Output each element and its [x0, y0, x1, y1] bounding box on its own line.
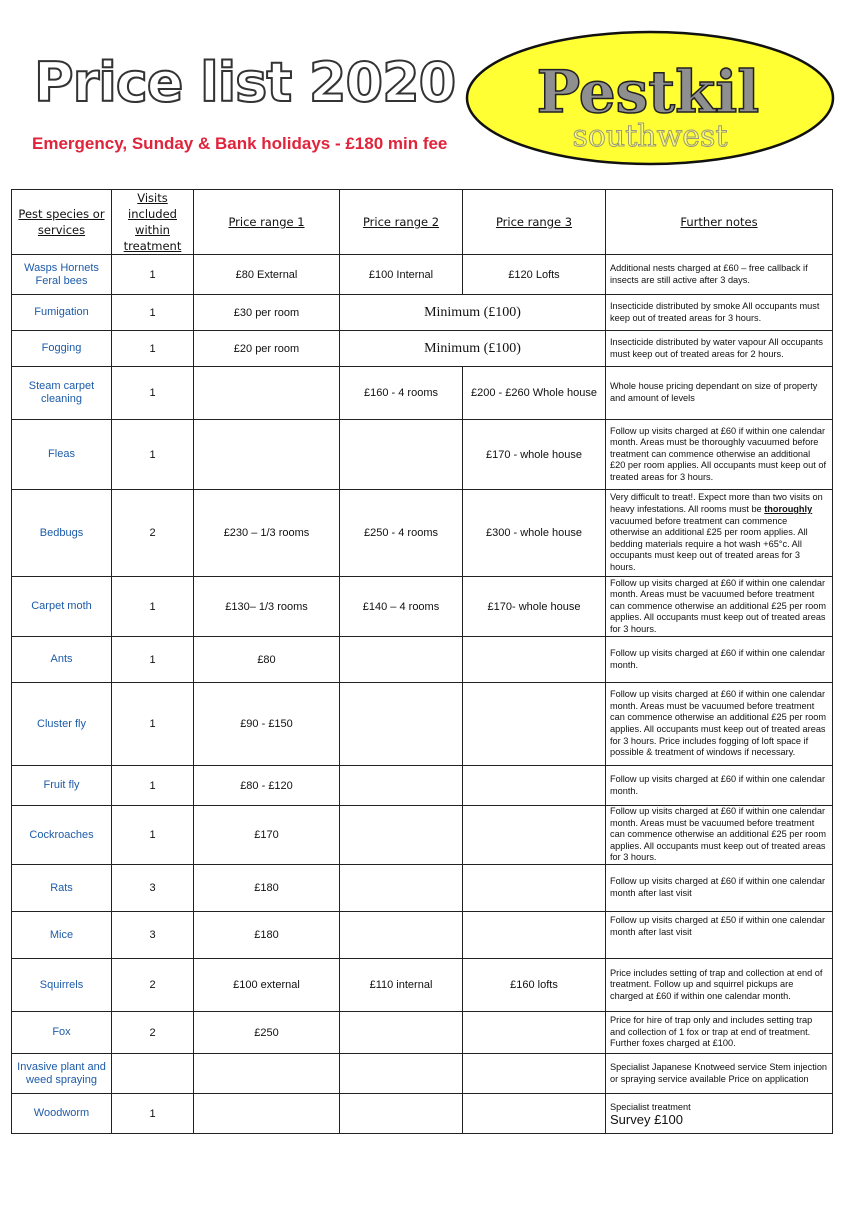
row-price3: [463, 1012, 606, 1054]
row-pest: Fox: [12, 1012, 112, 1054]
row-visits: 1: [112, 766, 194, 806]
row-visits: 1: [112, 255, 194, 295]
row-price2: [340, 766, 463, 806]
row-notes: Price for hire of trap only and includes setting trap and collection of 1 fox or trap at end of treatment. Further foxes charged at £100.: [606, 1012, 833, 1054]
row-price3: £120 Lofts: [463, 255, 606, 295]
row-price2: [340, 912, 463, 959]
row-price1: [194, 367, 340, 420]
table-row: [12, 1012, 833, 1054]
pestkil-logo: [465, 30, 835, 166]
row-price1: £100 external: [194, 959, 340, 1012]
row-notes: [606, 1094, 833, 1134]
table-row: [12, 577, 833, 637]
table-row: [12, 331, 833, 367]
row-price3: £170 - whole house: [463, 420, 606, 490]
price-table: [11, 189, 833, 1134]
header-visits: Visits included within treatment: [112, 190, 194, 255]
row-price1: [194, 1054, 340, 1094]
row-notes: Price includes setting of trap and collection at end of treatment. Follow up and squirrel pickups are charged at £60 if within one calendar month.: [606, 959, 833, 1012]
table-row: [12, 420, 833, 490]
row-pest: Cluster fly: [12, 683, 112, 766]
row-price3: [463, 806, 606, 865]
row-notes: Follow up visits charged at £60 if within one calendar month after last visit: [606, 865, 833, 912]
row-visits: 1: [112, 577, 194, 637]
row-price1: £80: [194, 637, 340, 683]
row-price1: [194, 1094, 340, 1134]
notes-part: vacuumed before treatment can commence otherwise an additional £25 per room applies. All bedding materials require a hot wash +65°c. All occupants must keep out of treated areas for 3 hours.: [610, 515, 808, 572]
row-pest: Carpet moth: [12, 577, 112, 637]
row-price2: [340, 637, 463, 683]
table-row: [12, 295, 833, 331]
row-price1: £230 – 1/3 rooms: [194, 490, 340, 577]
logo-tagline: southwest: [572, 119, 728, 154]
row-notes: Insecticide distributed by water vapour All occupants must keep out of treated areas for 2 hours.: [606, 331, 833, 367]
row-price3: [463, 766, 606, 806]
row-pest: Ants: [12, 637, 112, 683]
header-row: [12, 190, 833, 255]
table-row: [12, 959, 833, 1012]
row-notes: Follow up visits charged at £60 if within one calendar month. Areas must be vacuumed before treatment can commence otherwise an additional £25 per room applies. All occupants must keep out of treated areas for 3 hours.: [606, 806, 833, 865]
row-price1: £20 per room: [194, 331, 340, 367]
notes-emphasis: thoroughly: [764, 504, 813, 515]
row-price3: [463, 683, 606, 766]
row-pest: Steam carpet cleaning: [12, 367, 112, 420]
row-price2: [340, 1012, 463, 1054]
row-pest: Fruit fly: [12, 766, 112, 806]
row-price3: [463, 865, 606, 912]
row-pest: Fumigation: [12, 295, 112, 331]
row-price2: [340, 683, 463, 766]
row-visits: [112, 1054, 194, 1094]
row-price2: [340, 1094, 463, 1134]
row-price2: [340, 865, 463, 912]
table-row: [12, 865, 833, 912]
row-notes: Follow up visits charged at £50 if within one calendar month after last visit: [606, 912, 833, 959]
row-price2: [340, 1054, 463, 1094]
emergency-fee-notice: Emergency, Sunday & Bank holidays - £180 min fee: [32, 134, 448, 153]
row-visits: 1: [112, 295, 194, 331]
row-visits: 2: [112, 1012, 194, 1054]
row-price3: £160 lofts: [463, 959, 606, 1012]
table-row: [12, 367, 833, 420]
row-price2: £110 internal: [340, 959, 463, 1012]
row-notes: Follow up visits charged at £60 if within one calendar month. Areas must be vacuumed before treatment can commence otherwise an additional £25 per room applies. All occupants must keep out of treated areas for 3 hours.: [606, 577, 833, 637]
row-visits: 1: [112, 331, 194, 367]
row-price3: £170- whole house: [463, 577, 606, 637]
row-pest: Woodworm: [12, 1094, 112, 1134]
row-visits: 1: [112, 367, 194, 420]
row-price1: £130– 1/3 rooms: [194, 577, 340, 637]
row-pest: Squirrels: [12, 959, 112, 1012]
row-price3: [463, 912, 606, 959]
row-notes: Insecticide distributed by smoke All occupants must keep out of treated areas for 3 hours.: [606, 295, 833, 331]
row-pest: Mice: [12, 912, 112, 959]
row-minimum-price: Minimum (£100): [340, 295, 606, 331]
table-row: [12, 255, 833, 295]
row-visits: 1: [112, 420, 194, 490]
row-price1: £30 per room: [194, 295, 340, 331]
row-minimum-price: Minimum (£100): [340, 331, 606, 367]
notes-part: Specialist treatment: [610, 1101, 691, 1112]
row-price1: £250: [194, 1012, 340, 1054]
row-visits: 1: [112, 806, 194, 865]
row-price3: £200 - £260 Whole house: [463, 367, 606, 420]
row-price2: [340, 420, 463, 490]
table-row: [12, 1054, 833, 1094]
row-notes: Follow up visits charged at £60 if within one calendar month.: [606, 766, 833, 806]
row-visits: 1: [112, 683, 194, 766]
row-price1: £180: [194, 865, 340, 912]
header-notes: Further notes: [606, 190, 833, 255]
row-notes: Follow up visits charged at £60 if within one calendar month.: [606, 637, 833, 683]
row-price1: £80 External: [194, 255, 340, 295]
table-row: [12, 683, 833, 766]
row-price2: £140 – 4 rooms: [340, 577, 463, 637]
row-pest: Cockroaches: [12, 806, 112, 865]
row-price3: [463, 1054, 606, 1094]
row-pest: Fogging: [12, 331, 112, 367]
header-range3: Price range 3: [463, 190, 606, 255]
header-species: Pest species or services: [12, 190, 112, 255]
row-pest: Wasps Hornets Feral bees: [12, 255, 112, 295]
row-visits: 3: [112, 865, 194, 912]
row-pest: Rats: [12, 865, 112, 912]
row-notes: Follow up visits charged at £60 if within one calendar month. Areas must be thoroughly vacuumed before treatment can commence otherwise an additional £20 per room applies. All occupants must keep out of treated areas for 3 hours.: [606, 420, 833, 490]
table-row: [12, 806, 833, 865]
row-visits: 3: [112, 912, 194, 959]
row-price1: £90 - £150: [194, 683, 340, 766]
header-range2: Price range 2: [340, 190, 463, 255]
logo-name: Pestkil: [536, 58, 760, 126]
row-notes: Whole house pricing dependant on size of property and amount of levels: [606, 367, 833, 420]
row-price1: £180: [194, 912, 340, 959]
row-visits: 1: [112, 1094, 194, 1134]
table-row: [12, 490, 833, 577]
row-pest: Invasive plant and weed spraying: [12, 1054, 112, 1094]
row-price1: [194, 420, 340, 490]
row-price1: £80 - £120: [194, 766, 340, 806]
row-visits: 2: [112, 959, 194, 1012]
row-price3: [463, 637, 606, 683]
row-notes: Additional nests charged at £60 – free callback if insects are still active after 3 days.: [606, 255, 833, 295]
row-price3: £300 - whole house: [463, 490, 606, 577]
table-row: [12, 637, 833, 683]
table-row: [12, 766, 833, 806]
page-title: Price list 2020: [34, 51, 456, 114]
row-pest: Fleas: [12, 420, 112, 490]
row-visits: 2: [112, 490, 194, 577]
row-notes: [606, 490, 833, 577]
row-notes: Follow up visits charged at £60 if within one calendar month. Areas must be vacuumed before treatment can commence otherwise an additional £25 per room applies. All occupants must keep out of treated areas for 3 hours. Price includes fogging of loft space if possible & treatment of windows if necessary.: [606, 683, 833, 766]
row-price2: £250 - 4 rooms: [340, 490, 463, 577]
row-price2: £100 Internal: [340, 255, 463, 295]
row-price2: £160 - 4 rooms: [340, 367, 463, 420]
row-price2: [340, 806, 463, 865]
header-range1: Price range 1: [194, 190, 340, 255]
table-row: [12, 1094, 833, 1134]
row-price1: £170: [194, 806, 340, 865]
row-notes: Specialist Japanese Knotweed service Stem injection or spraying service available Price on application: [606, 1054, 833, 1094]
notes-part: Very difficult to treat!. Expect more than two visits on heavy infestations. All rooms must be: [610, 492, 823, 515]
table-row: [12, 912, 833, 959]
row-price3: [463, 1094, 606, 1134]
row-pest: Bedbugs: [12, 490, 112, 577]
row-visits: 1: [112, 637, 194, 683]
survey-price: Survey £100: [610, 1111, 683, 1127]
